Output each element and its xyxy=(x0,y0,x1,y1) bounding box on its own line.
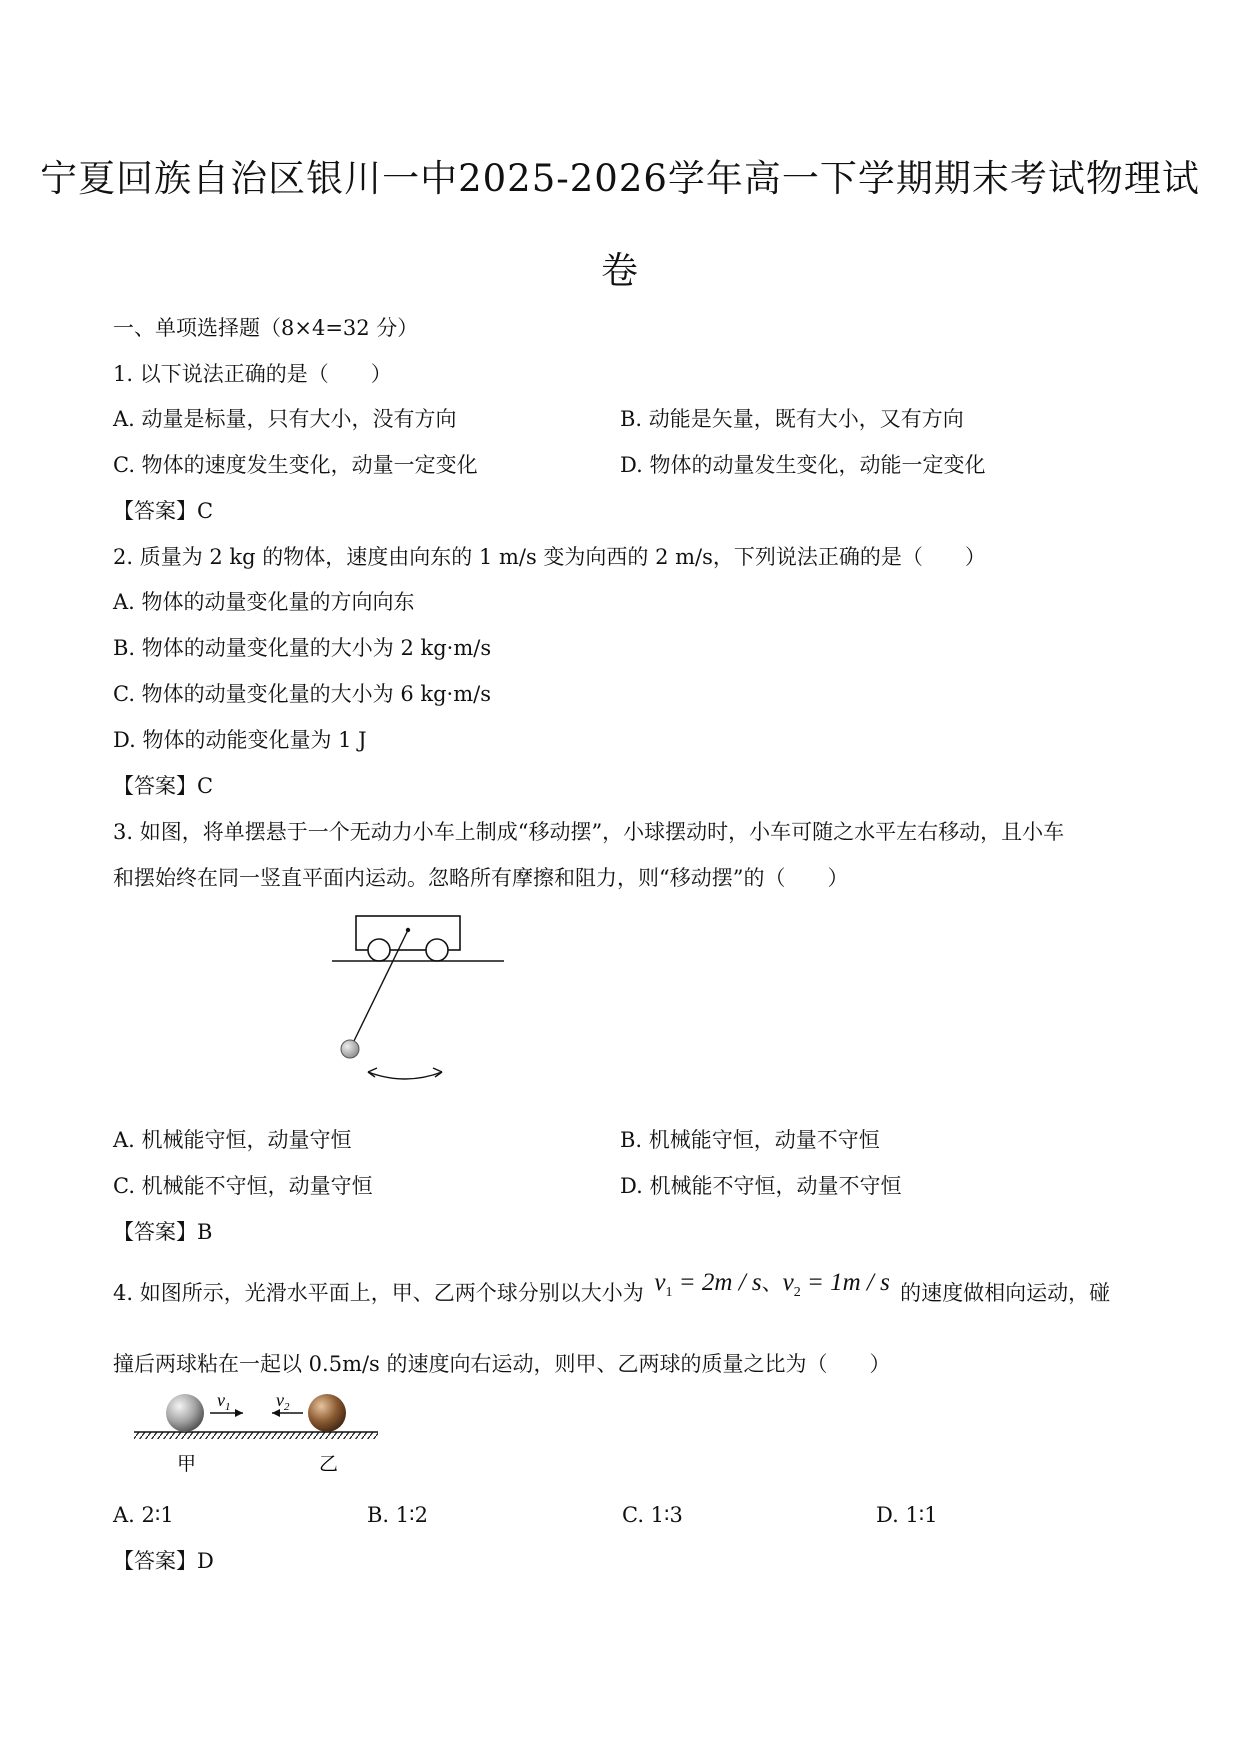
question-3-stem-line2: 和摆始终在同一竖直平面内运动。忽略所有摩擦和阻力，则“移动摆”的（ ） xyxy=(113,866,849,890)
question-4-option-b: B. 1∶2 xyxy=(367,1503,428,1527)
swing-arc xyxy=(368,1072,442,1079)
question-1-answer: 【答案】C xyxy=(113,499,214,523)
ball-yi-label: 乙 xyxy=(319,1453,339,1475)
question-3-option-a: A. 机械能守恒，动量守恒 xyxy=(113,1128,352,1152)
question-1-stem: 1. 以下说法正确的是（ ） xyxy=(113,362,392,386)
moving-pendulum-figure xyxy=(320,900,520,1090)
question-4-formula xyxy=(654,1269,896,1300)
question-3-option-b: B. 机械能守恒，动量不守恒 xyxy=(620,1128,880,1152)
swing-arrowhead-right xyxy=(433,1068,442,1077)
question-2-answer: 【答案】C xyxy=(113,774,214,798)
question-2-option-d: D. 物体的动能变化量为 1 J xyxy=(113,728,367,752)
v1-label: $v_1$ xyxy=(217,1390,231,1413)
question-1-option-b: B. 动能是矢量，既有大小，又有方向 xyxy=(620,407,964,431)
collision-figure xyxy=(130,1380,390,1480)
question-4-answer: 【答案】D xyxy=(113,1549,214,1573)
cart-wheel-right xyxy=(426,939,448,961)
question-2-option-b: B. 物体的动量变化量的大小为 2 kg·m/s xyxy=(113,636,492,660)
question-3-option-c: C. 机械能不守恒，动量守恒 xyxy=(113,1174,373,1198)
v2-label: $v_2$ xyxy=(276,1390,290,1413)
question-4-option-d: D. 1∶1 xyxy=(876,1503,938,1527)
question-1-option-a: A. 动量是标量，只有大小，没有方向 xyxy=(113,407,457,431)
pendulum-ball xyxy=(341,1040,359,1058)
question-4-stem-line1 xyxy=(113,1269,1111,1310)
page-title: 宁夏回族自治区银川一中2025-2026学年高一下学期期末考试物理试 xyxy=(40,157,1200,200)
cart-wheel-left xyxy=(368,939,390,961)
question-4-stem-suffix: 的速度做相向运动，碰 xyxy=(900,1281,1111,1305)
question-3-option-d: D. 机械能不守恒，动量不守恒 xyxy=(620,1174,902,1198)
question-4-option-c: C. 1∶3 xyxy=(622,1503,683,1527)
formula-v1-symbol: v xyxy=(654,1269,666,1296)
question-2-stem: 2. 质量为 2 kg 的物体，速度由向东的 1 m/s 变为向西的 2 m/s，下列说法正确的是（ ） xyxy=(113,545,986,569)
ball-jia-label: 甲 xyxy=(177,1453,197,1475)
question-1-option-d: D. 物体的动量发生变化，动能一定变化 xyxy=(620,453,986,477)
question-4-stem-prefix: 4. 如图所示，光滑水平面上，甲、乙两个球分别以大小为 xyxy=(113,1281,644,1305)
question-3-stem-line1: 3. 如图，将单摆悬于一个无动力小车上制成“移动摆”，小球摆动时，小车可随之水平左右移动，且小车 xyxy=(113,820,1065,844)
question-2-option-c: C. 物体的动量变化量的大小为 6 kg·m/s xyxy=(113,682,491,706)
formula-v2-value: = 1m / s xyxy=(800,1269,890,1296)
ball-jia xyxy=(166,1394,204,1432)
section-heading: 一、单项选择题（8×4=32 分） xyxy=(113,316,419,340)
question-1-option-c: C. 物体的速度发生变化，动量一定变化 xyxy=(113,453,478,477)
question-3-answer: 【答案】B xyxy=(113,1220,213,1244)
v2-arrowhead xyxy=(272,1409,280,1417)
question-2-option-a: A. 物体的动量变化量的方向向东 xyxy=(113,590,415,614)
question-4-stem-line2: 撞后两球粘在一起以 0.5m/s 的速度向右运动，则甲、乙两球的质量之比为（ ） xyxy=(113,1352,891,1376)
floor-hatching xyxy=(134,1432,378,1439)
formula-v1-value: = 2m / s xyxy=(672,1269,762,1296)
formula-v2-subscript: 2 xyxy=(793,1285,801,1300)
formula-separator: 、 xyxy=(761,1271,783,1295)
v1-arrowhead xyxy=(235,1409,243,1417)
question-4-option-a: A. 2∶1 xyxy=(113,1503,174,1527)
swing-arrowhead-left xyxy=(368,1068,377,1077)
ball-yi xyxy=(308,1394,346,1432)
formula-v2-symbol: v xyxy=(782,1269,794,1296)
page-title-continued: 卷 xyxy=(601,249,639,292)
formula-v1-subscript: 1 xyxy=(665,1285,673,1300)
